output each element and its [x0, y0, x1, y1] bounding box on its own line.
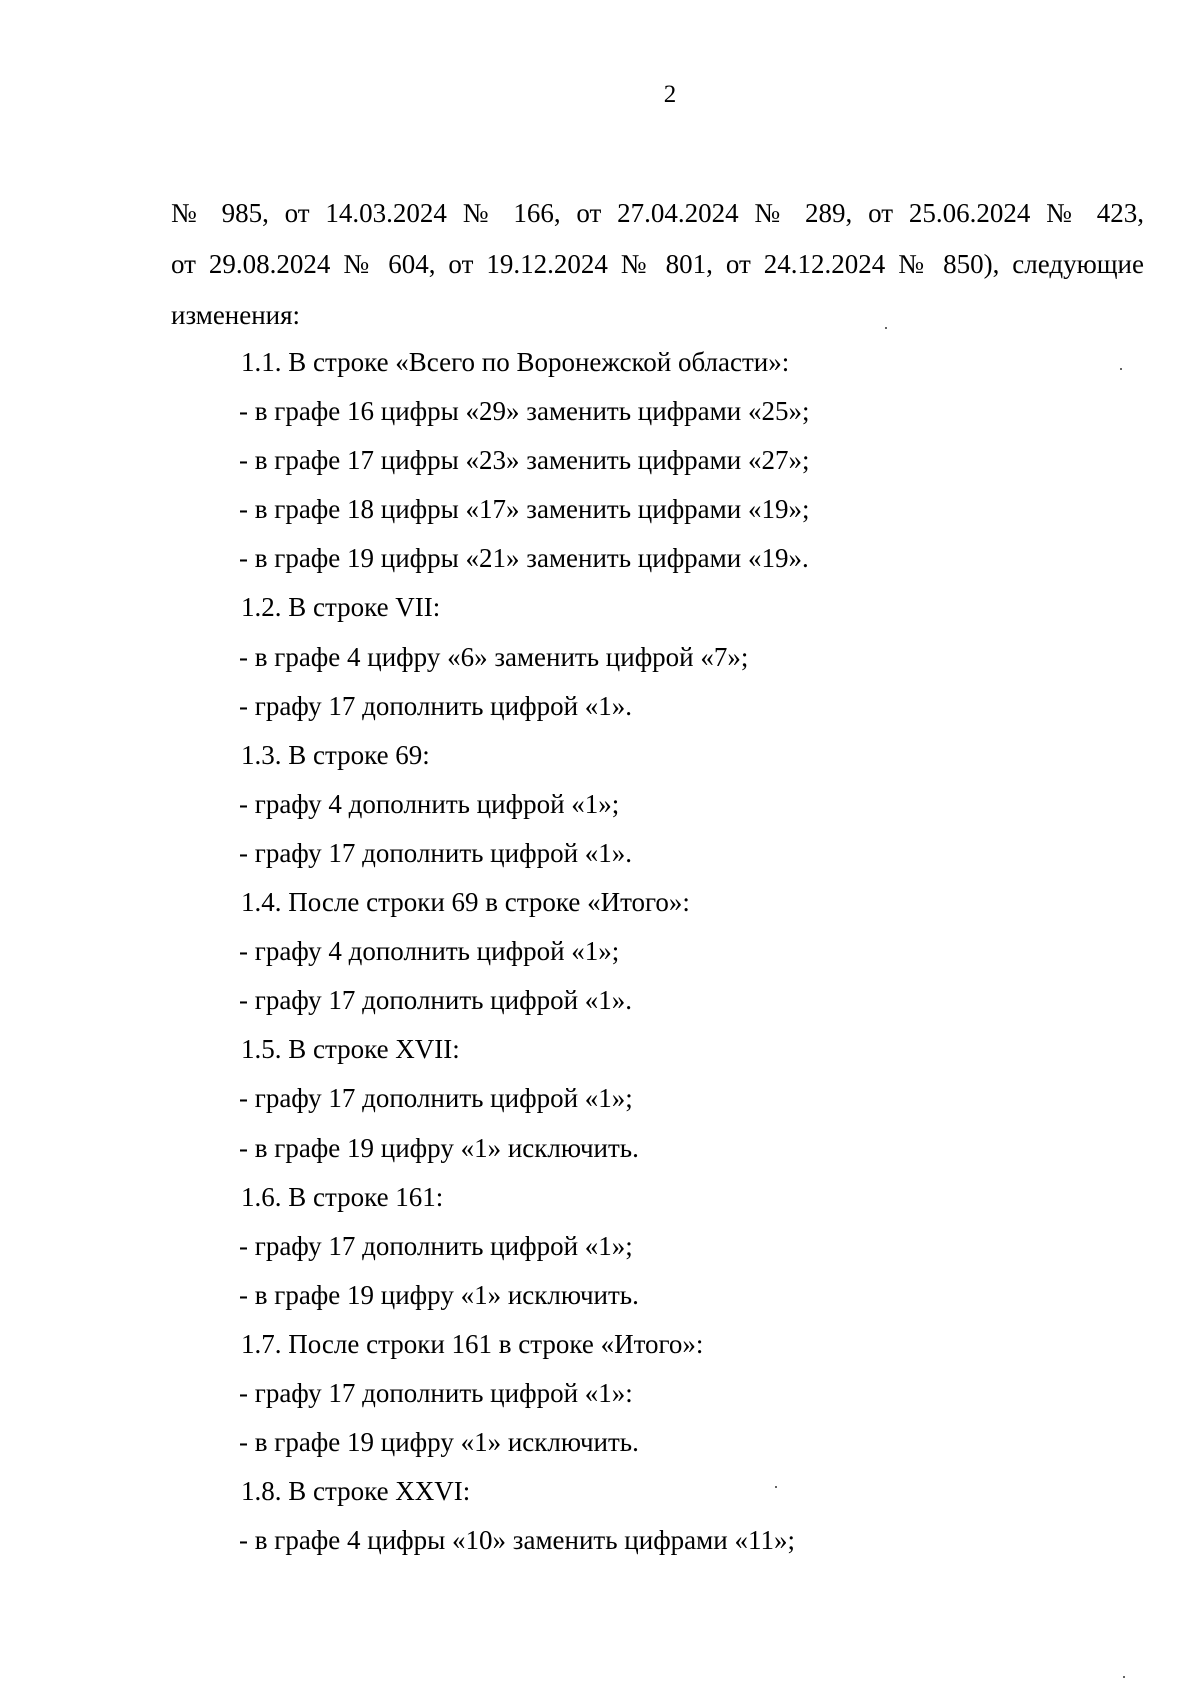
item-line: - графу 4 дополнить цифрой «1»;	[239, 936, 620, 967]
intro-line-last: изменения:	[171, 300, 301, 330]
item-heading: 1.8. В строке XXVI:	[241, 1476, 471, 1507]
item-heading: 1.1. В строке «Всего по Воронежской области»:	[241, 347, 790, 377]
item-line: - графу 17 дополнить цифрой «1»:	[239, 1377, 633, 1408]
item-line: - в графе 18 цифры «17» заменить цифрами «19»;	[239, 494, 810, 525]
item-heading: 1.2. В строке VII:	[241, 592, 441, 623]
item-line: - графу 17 дополнить цифрой «1»;	[239, 1083, 633, 1114]
item-line: - в графе 19 цифру «1» исключить.	[239, 1279, 639, 1310]
item-line: - графу 17 дополнить цифрой «1».	[239, 837, 633, 868]
intro-line: от 29.08.2024 № 604, от 19.12.2024 № 801, от 24.12.2024 № 850), следующие	[171, 249, 1144, 279]
intro-line: № 985, от 14.03.2024 № 166, от 27.04.2024 № 289, от 25.06.2024 № 423,	[171, 198, 1144, 228]
item-heading: 1.6. В строке 161:	[241, 1181, 444, 1212]
item-line: - в графе 4 цифры «10» заменить цифрами «11»;	[239, 1525, 795, 1556]
item-heading: 1.7. После строки 161 в строке «Итого»:	[241, 1328, 704, 1359]
scan-speck	[885, 327, 887, 329]
item-line: - графу 4 дополнить цифрой «1»;	[239, 788, 620, 819]
item-line: - в графе 17 цифры «23» заменить цифрами «27»;	[239, 445, 810, 476]
item-line: - графу 17 дополнить цифрой «1».	[239, 985, 633, 1016]
scan-speck	[1123, 1676, 1125, 1678]
page-number: 2	[663, 81, 677, 108]
item-line: - графу 17 дополнить цифрой «1»;	[239, 1230, 633, 1261]
item-line: - в графе 19 цифру «1» исключить.	[239, 1427, 639, 1458]
item-heading: 1.4. После строки 69 в строке «Итого»:	[241, 887, 690, 918]
scan-speck	[775, 1486, 777, 1488]
scan-speck	[1120, 368, 1122, 370]
item-line: - в графе 4 цифру «6» заменить цифрой «7»;	[239, 641, 749, 672]
item-line: - в графе 19 цифры «21» заменить цифрами «19».	[239, 543, 809, 574]
item-line: - графу 17 дополнить цифрой «1».	[239, 690, 633, 721]
item-line: - в графе 16 цифры «29» заменить цифрами «25»;	[239, 396, 810, 427]
item-heading: 1.3. В строке 69:	[241, 739, 430, 770]
amendment-list	[241, 338, 1141, 1565]
item-line: - в графе 19 цифру «1» исключить.	[239, 1132, 639, 1163]
intro-paragraph	[171, 188, 1144, 341]
item-heading: 1.5. В строке XVII:	[241, 1034, 460, 1065]
